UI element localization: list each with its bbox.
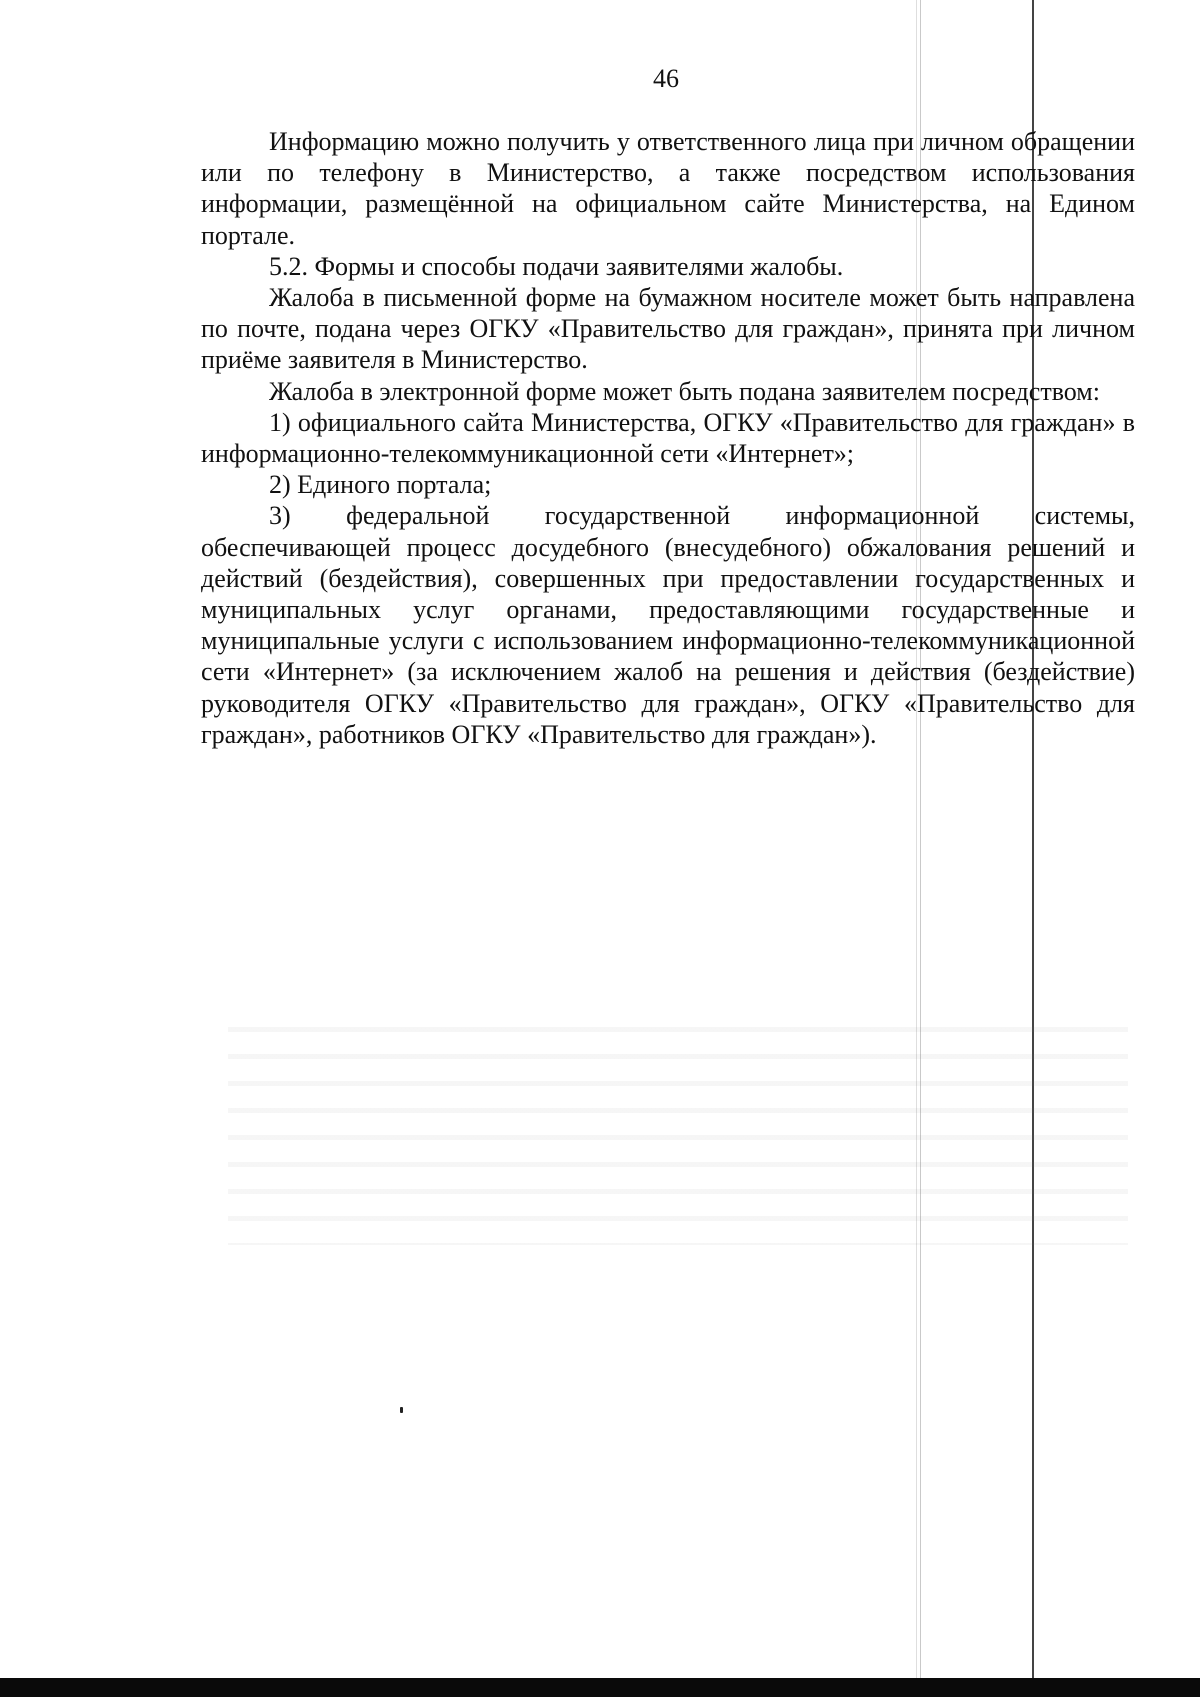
paragraph: 5.2. Формы и способы подачи заявителями жалобы. bbox=[269, 251, 844, 281]
page-number: 46 bbox=[653, 64, 679, 93]
scan-speck bbox=[400, 1407, 403, 1413]
document-body bbox=[201, 126, 1135, 750]
paragraph: Жалоба в электронной форме может быть подана заявителем посредством: bbox=[269, 376, 1100, 406]
list-item: 2) Единого портала; bbox=[269, 470, 492, 500]
list-item: 3) федеральной государственной информационной системы, обеспечивающей процесс досудебного (внесудебного) обжалования решений и действий (бездействия), совершенных при предоставлении государственных и муниципальных услуг органами, предоставляющими государственные и муниципальные услуги с использованием информационно-телекоммуникационной сети «Интернет» (за исключением жалоб на решения и действия (бездействие) руководителя ОГКУ «Правительство для граждан», ОГКУ «Правительство для граждан», работников ОГКУ «Правительство для граждан»). bbox=[201, 501, 1135, 749]
list-item: 1) официального сайта Министерства, ОГКУ «Правительство для граждан» в информационно-телекоммуникационной сети «Интернет»; bbox=[201, 407, 1135, 469]
bleed-through-shadow bbox=[228, 1005, 1128, 1245]
paragraph: Жалоба в письменной форме на бумажном носителе может быть направлена по почте, подана через ОГКУ «Правительство для граждан», принята при личном приёме заявителя в Министерство. bbox=[201, 283, 1135, 375]
scan-bottom-border bbox=[0, 1678, 1200, 1697]
paragraph: Информацию можно получить у ответственного лица при личном обращении или по телефону в Министерство, а также посредством использования информации, размещённой на официальном сайте Министерства, на Едином портале. bbox=[201, 127, 1135, 250]
